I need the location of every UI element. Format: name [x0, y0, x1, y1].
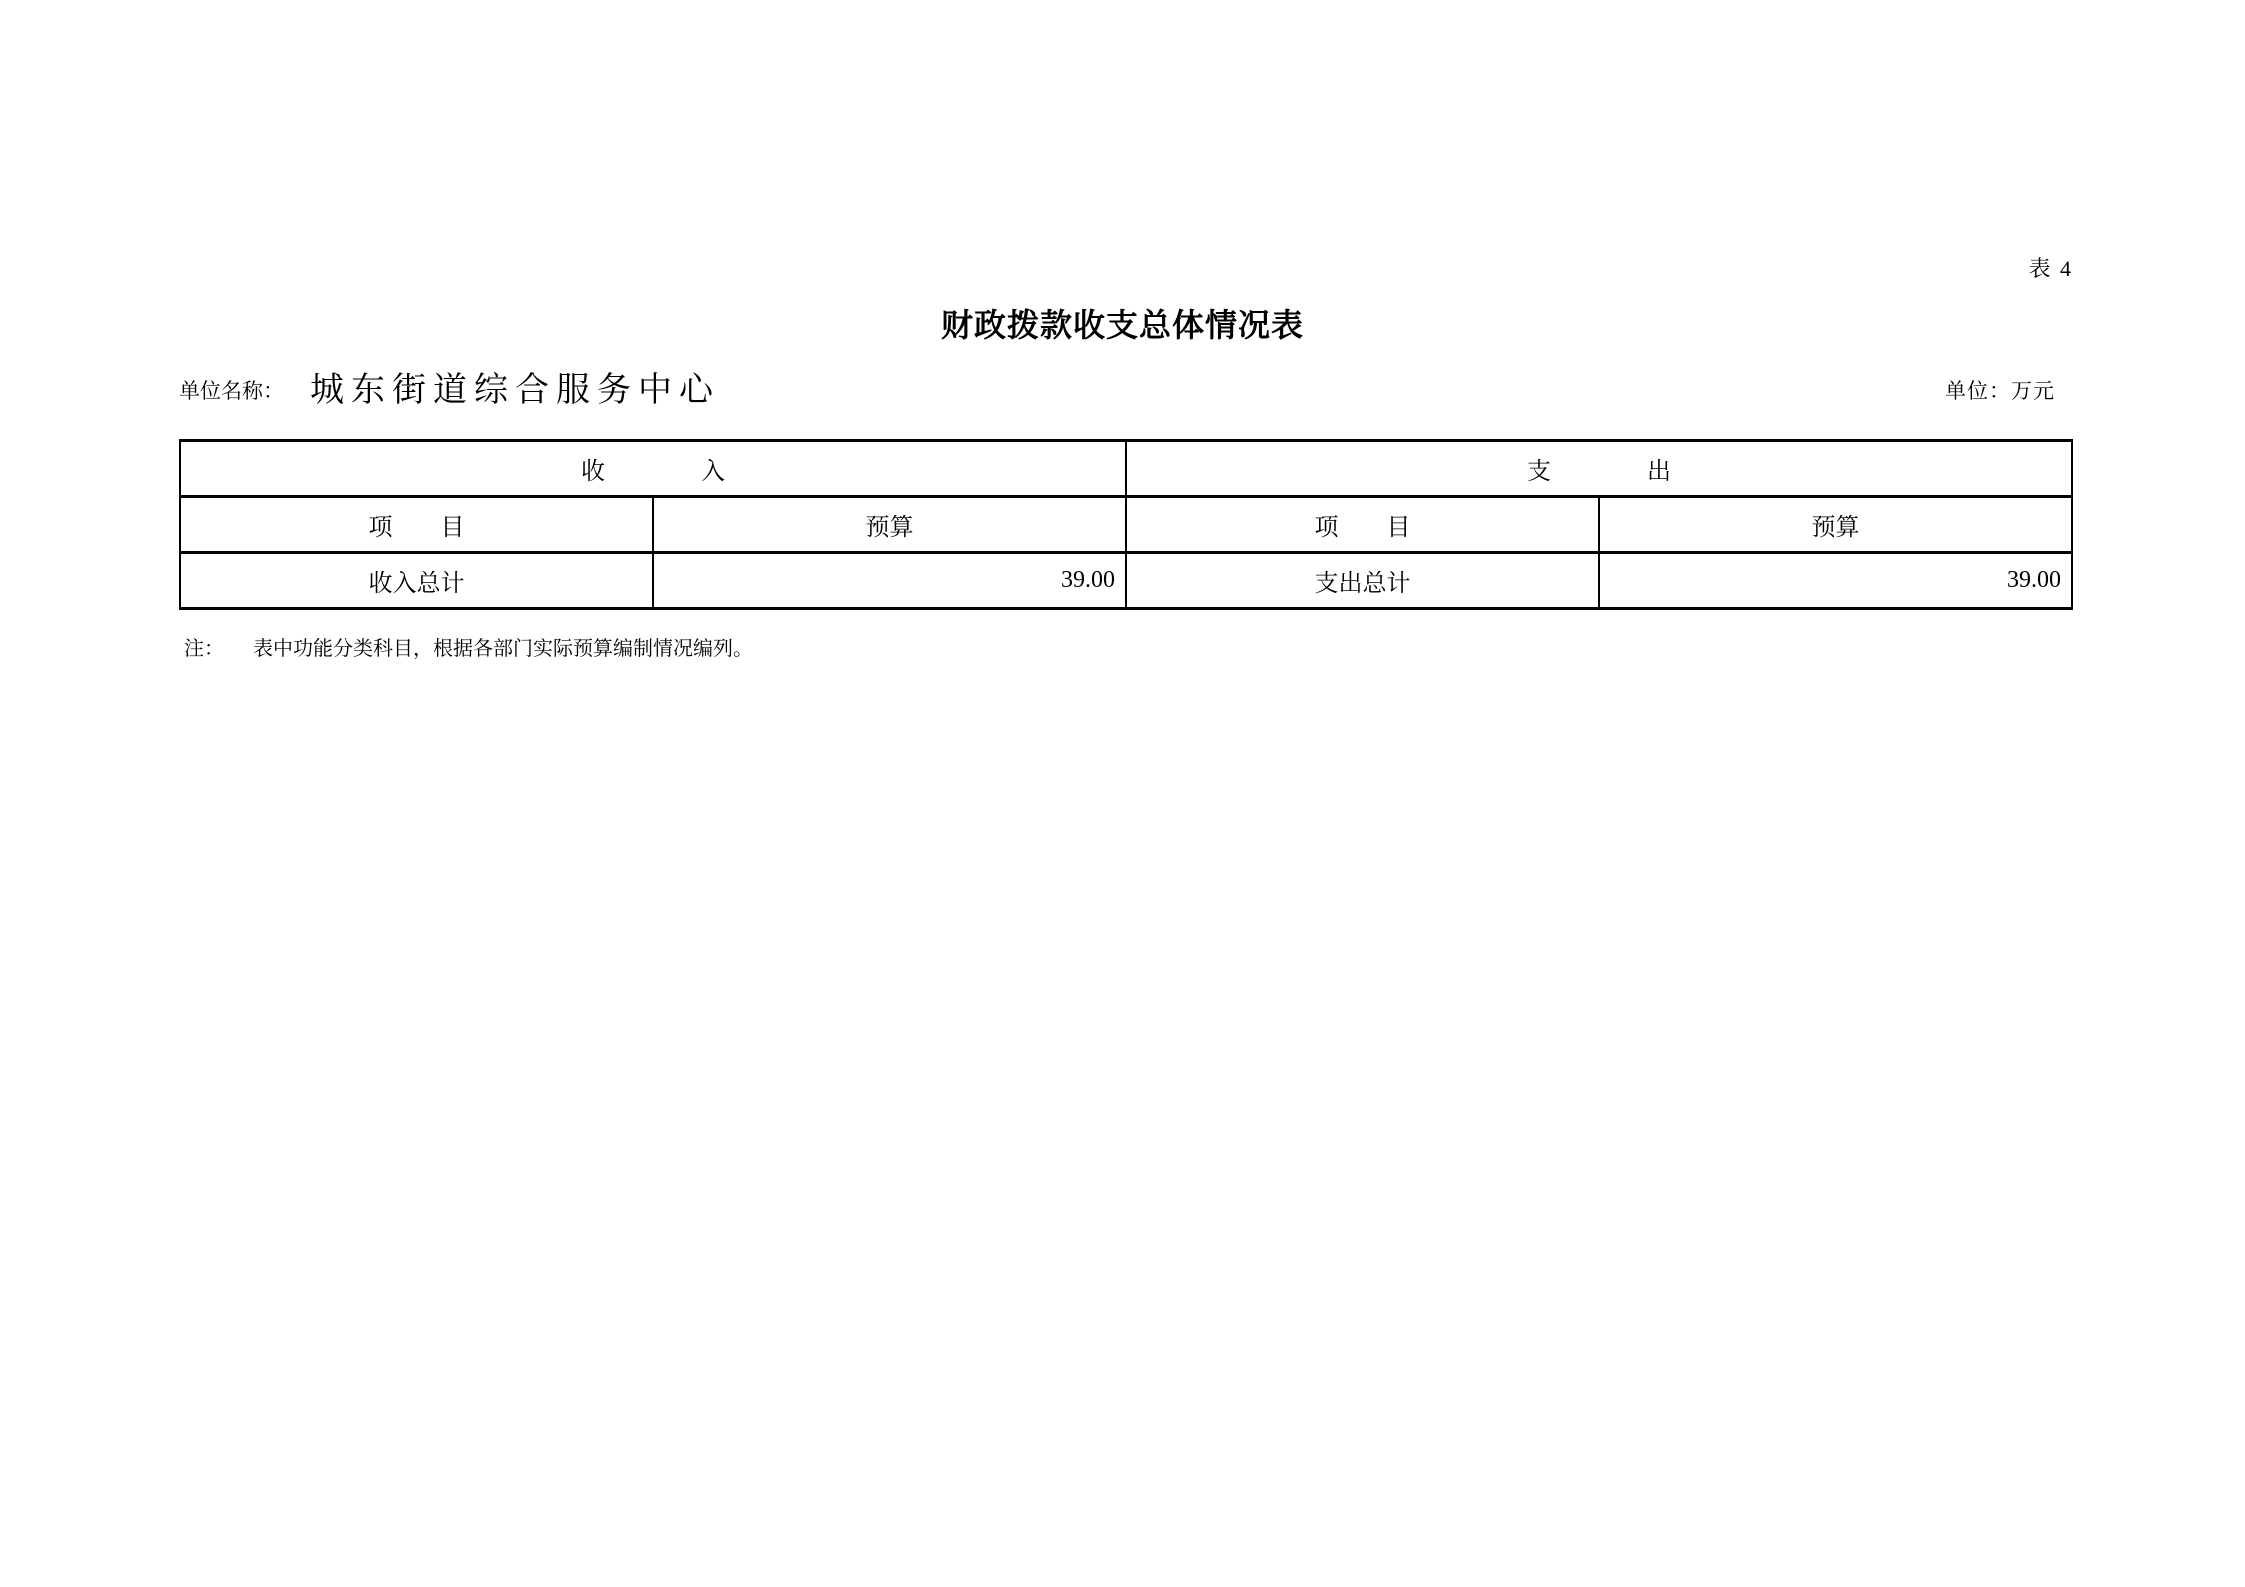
unit-name-value: 城东街道综合服务中心: [310, 372, 720, 409]
income-item-header: 项 目: [180, 497, 653, 553]
page-title: 财政拨款收支总体情况表: [940, 307, 1304, 343]
unit-of-measure: 单位：万元: [1945, 379, 2055, 404]
section-header-row: [180, 441, 2072, 497]
footnote-text: 表中功能分类科目，根据各部门实际预算编制情况编列。: [253, 638, 753, 660]
footnote-label: 注：: [184, 638, 224, 660]
expense-item-header: 项 目: [1126, 497, 1599, 553]
income-budget-header: 预算: [653, 497, 1126, 553]
income-total-label: 收入总计: [180, 553, 653, 609]
expense-section-header: 支 出: [1126, 441, 2072, 497]
expense-budget-header: 预算: [1599, 497, 2072, 553]
totals-row: [180, 553, 2072, 609]
column-header-row: [180, 497, 2072, 553]
footnote: [184, 632, 753, 661]
meta-row: [179, 372, 2073, 409]
sheet-tag: 表 4: [2028, 256, 2073, 281]
unit-name-label: 单位名称：: [179, 379, 284, 404]
expense-total-label: 支出总计: [1126, 553, 1599, 609]
budget-table: [179, 439, 2073, 610]
income-section-header: 收 入: [180, 441, 1126, 497]
income-total-value: 39.00: [653, 553, 1126, 609]
expense-total-value: 39.00: [1599, 553, 2072, 609]
unit-name-group: [179, 372, 720, 409]
